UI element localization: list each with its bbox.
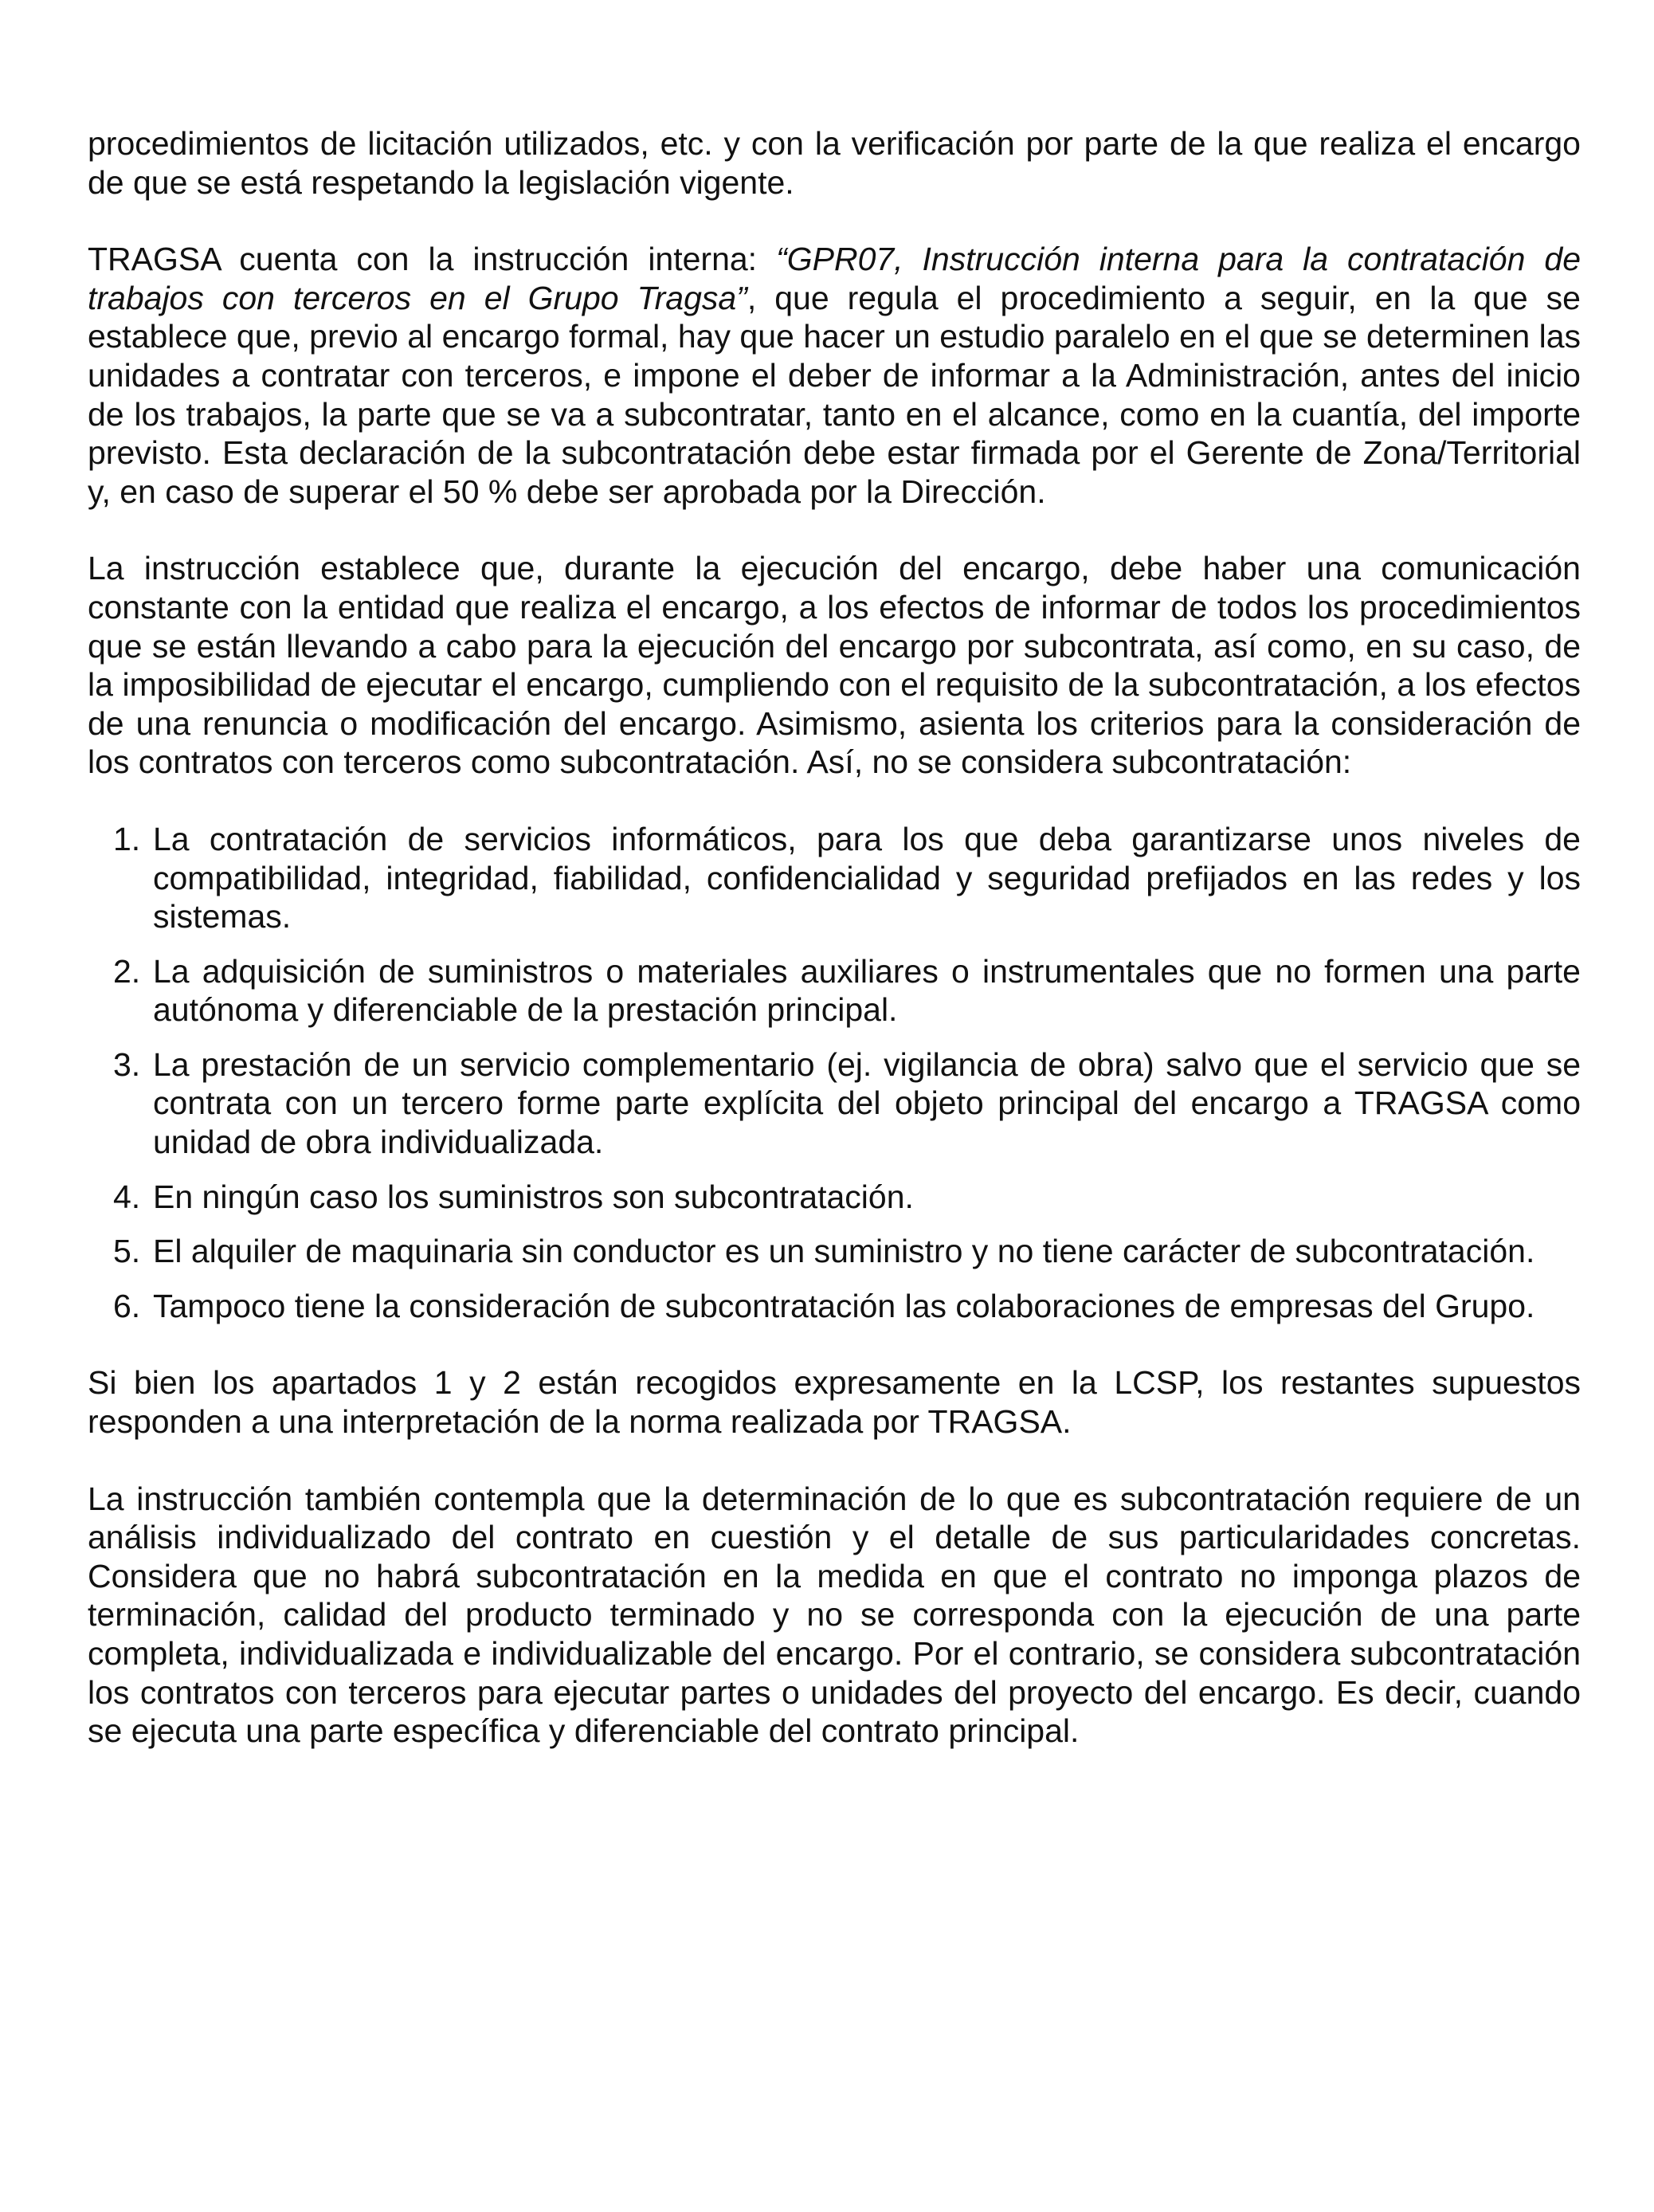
document-page [88,124,1581,1789]
list-item [88,1232,1581,1271]
list-item [88,820,1581,936]
paragraph-analysis: La instrucción también contempla que la determinación de lo que es subcontratación requiere de un análisis individualizado del contrato en cuestión y el detalle de sus particularidades concretas. Considera que no habrá subcontratación en la medida en que el contrato no imponga plazos de terminación, calidad del producto terminado y no se corresponda con la ejecución de una parte completa, individualizada e individualizable del encargo. Por el contrario, se considera subcontratación los contratos con terceros para ejecutar partes o unidades del proyecto del encargo. Es decir, cuando se ejecuta una parte específica y diferenciable del contrato principal. [88,1480,1581,1750]
list-item-text: La contratación de servicios informáticos, para los que deba garantizarse unos niveles de compatibilidad, integridad, fiabilidad, confidencialidad y seguridad prefijados en las redes y los sistemas. [153,820,1581,935]
list-item [88,1045,1581,1162]
list-number: 6. [113,1287,141,1324]
list-item-text: La prestación de un servicio complementario (ej. vigilancia de obra) salvo que el servicio que se contrata con un tercero forme parte explícita del objeto principal del encargo a TRAGSA como unidad de obra individualizada. [153,1045,1581,1161]
list-number: 5. [113,1233,141,1270]
non-subcontracting-list [88,820,1581,1326]
paragraph-tragsa-instruction [88,240,1581,511]
list-item-text: El alquiler de maquinaria sin conductor es un suministro y no tiene carácter de subcontratación. [153,1233,1535,1270]
list-item-text: Tampoco tiene la consideración de subcontratación las colaboraciones de empresas del Grupo. [153,1287,1535,1324]
list-item [88,952,1581,1030]
list-item [88,1287,1581,1326]
instruction-title: “GPR07, Instrucción interna para la contratación de trabajos con terceros en el Grupo Tragsa” [88,241,1581,316]
list-number: 4. [113,1178,141,1215]
paragraph-text: TRAGSA cuenta con la instrucción interna: [88,241,777,278]
list-item-text: En ningún caso los suministros son subcontratación. [153,1178,914,1215]
list-number: 2. [113,952,141,990]
list-item-text: La adquisición de suministros o materiales auxiliares o instrumentales que no formen una parte autónoma y diferenciable de la prestación principal. [153,952,1581,1029]
paragraph-intro: procedimientos de licitación utilizados, etc. y con la verificación por parte de la que realiza el encargo de que se está respetando la legislación vigente. [88,125,1581,201]
paragraph-instruction-details: La instrucción establece que, durante la ejecución del encargo, debe haber una comunicación constante con la entidad que realiza el encargo, a los efectos de informar de todos los procedimientos que se están llevando a cabo para la ejecución del encargo por subcontrata, así como, en su caso, de la imposibilidad de ejecutar el encargo, cumpliendo con el requisito de la subcontratación, a los efectos de una renuncia o modificación del encargo. Asimismo, asienta los criterios para la consideración de los contratos con terceros como subcontratación. Así, no se considera subcontratación: [88,550,1581,781]
paragraph-lcsp-note: Si bien los apartados 1 y 2 están recogidos expresamente en la LCSP, los restantes supuestos responden a una interpretación de la norma realizada por TRAGSA. [88,1364,1581,1441]
list-item [88,1178,1581,1217]
paragraph-text: , que regula el procedimiento a seguir, en la que se establece que, previo al encargo formal, hay que hacer un estudio paralelo en el que se determinen las unidades a contratar con terceros, e impone el deber de informar a la Administración, antes del inicio de los trabajos, la parte que se va a subcontratar, tanto en el alcance, como en la cuantía, del importe previsto. Esta declaración de la subcontratación debe estar firmada por el Gerente de Zona/Territorial y, en caso de superar el 50 % debe ser aprobada por la Dirección. [88,279,1581,510]
list-number: 1. [113,820,141,857]
list-number: 3. [113,1045,141,1083]
